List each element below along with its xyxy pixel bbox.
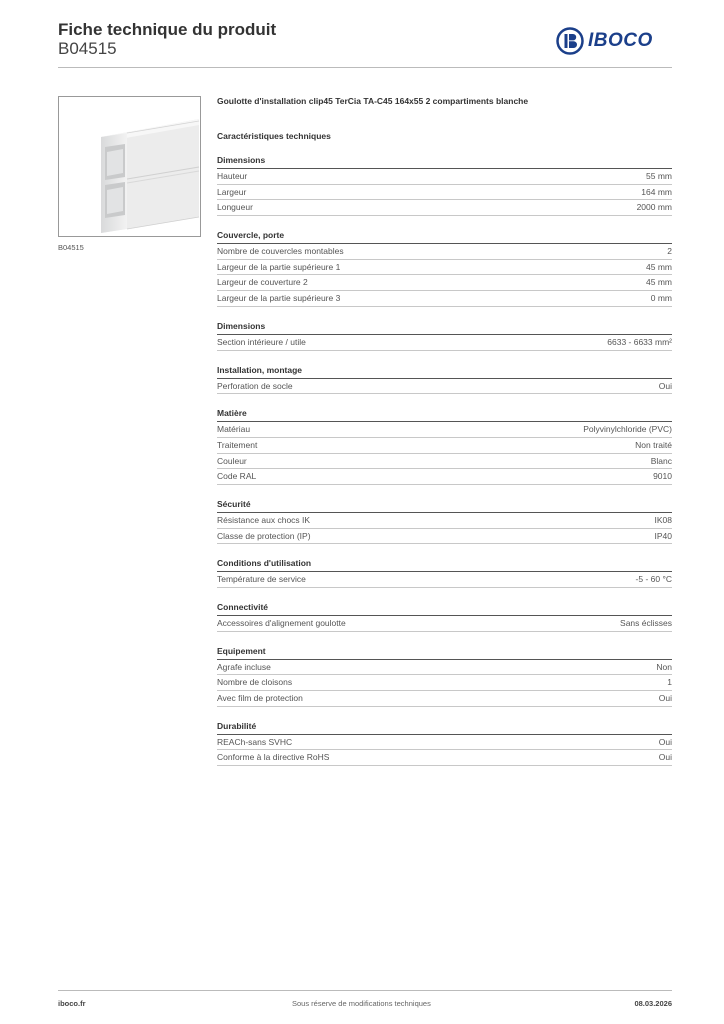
spec-section-title: Dimensions [217, 150, 672, 169]
cable-duct-product-photo [59, 97, 200, 236]
spec-row [217, 735, 672, 751]
iboco-logo-icon [556, 27, 584, 55]
spec-label: Nombre de cloisons [217, 677, 293, 688]
spec-label: Longueur [217, 202, 253, 213]
spec-row [217, 260, 672, 276]
spec-row [217, 675, 672, 691]
spec-row [217, 513, 672, 529]
spec-row [217, 291, 672, 307]
spec-label: REACh-sans SVHC [217, 736, 293, 747]
spec-section [217, 597, 672, 632]
spec-section [217, 716, 672, 766]
spec-section-title: Connectivité [217, 597, 672, 616]
spec-section [217, 403, 672, 485]
spec-section-title: Couvercle, porte [217, 225, 672, 244]
spec-value: 9010 [653, 471, 672, 482]
spec-value: Polyvinylchloride (PVC) [583, 424, 672, 435]
spec-label: Largeur de couverture 2 [217, 277, 308, 288]
page-title: Fiche technique du produit [58, 20, 277, 39]
footer-divider [58, 990, 672, 991]
footer-date: 08.03.2026 [634, 999, 672, 1008]
spec-section-title: Installation, montage [217, 360, 672, 379]
spec-section-title: Conditions d'utilisation [217, 553, 672, 572]
logo-text: IBOCO [588, 30, 653, 51]
spec-row [217, 244, 672, 260]
spec-row [217, 200, 672, 216]
spec-label: Matériau [217, 424, 251, 435]
spec-label: Résistance aux chocs IK [217, 514, 311, 525]
spec-label: Hauteur [217, 171, 248, 181]
spec-row [217, 469, 672, 485]
spec-label: Largeur de la partie supérieure 3 [217, 293, 341, 304]
spec-row [217, 454, 672, 470]
spec-value: 2000 mm [636, 202, 672, 213]
spec-label: Conforme à la directive RoHS [217, 752, 330, 763]
spec-section [217, 360, 672, 395]
spec-value: Sans éclisses [620, 618, 672, 628]
footer-website[interactable]: iboco.fr [58, 999, 86, 1008]
spec-value: Oui [658, 752, 672, 763]
spec-row [217, 422, 672, 438]
spec-row [217, 169, 672, 185]
product-title: Goulotte d'installation clip45 TerCia TA-C45 164x55 2 compartiments blanche [217, 96, 529, 106]
spec-value: 0 mm [650, 293, 672, 304]
spec-label: Température de service [217, 574, 306, 585]
spec-section-title: Dimensions [217, 316, 672, 335]
image-caption: B04515 [58, 243, 84, 252]
spec-value: IP40 [654, 530, 672, 541]
spec-label: Code RAL [217, 471, 257, 482]
spec-label: Couleur [217, 455, 247, 466]
spec-value: 6633 - 6633 mm² [607, 336, 672, 347]
spec-label: Agrafe incluse [217, 661, 271, 672]
spec-section-title: Equipement [217, 641, 672, 660]
spec-section [217, 641, 672, 707]
specs-table [217, 150, 672, 775]
spec-value: 1 [667, 677, 672, 688]
spec-label: Largeur de la partie supérieure 1 [217, 261, 341, 272]
spec-section [217, 150, 672, 216]
spec-value: 45 mm [646, 277, 672, 288]
spec-row [217, 691, 672, 707]
spec-row [217, 185, 672, 201]
spec-label: Nombre de couvercles montables [217, 246, 344, 257]
spec-section [217, 225, 672, 307]
spec-row [217, 572, 672, 588]
spec-label: Classe de protection (IP) [217, 530, 311, 541]
spec-row [217, 660, 672, 676]
footer-disclaimer: Sous réserve de modifications techniques [292, 999, 431, 1008]
spec-value: Blanc [650, 455, 672, 466]
product-code: B04515 [58, 39, 117, 58]
spec-row [217, 379, 672, 395]
spec-value: 164 mm [641, 186, 672, 197]
product-image [58, 96, 201, 237]
spec-value: Non [656, 661, 672, 672]
spec-label: Avec film de protection [217, 693, 303, 704]
spec-value: 55 mm [646, 171, 672, 181]
spec-section-title: Durabilité [217, 716, 672, 735]
spec-section-title: Sécurité [217, 494, 672, 513]
spec-label: Accessoires d'alignement goulotte [217, 618, 346, 628]
spec-value: -5 - 60 °C [635, 574, 672, 585]
spec-label: Perforation de socle [217, 380, 293, 391]
header-divider [58, 67, 672, 68]
spec-value: Oui [658, 736, 672, 747]
spec-label: Section intérieure / utile [217, 336, 306, 347]
spec-section [217, 316, 672, 351]
spec-label: Traitement [217, 439, 258, 450]
spec-row [217, 335, 672, 351]
spec-row [217, 529, 672, 545]
spec-section [217, 553, 672, 588]
spec-label: Largeur [217, 186, 247, 197]
spec-value: 2 [667, 246, 672, 257]
brand-logo[interactable] [556, 27, 653, 55]
spec-row [217, 616, 672, 632]
spec-row [217, 750, 672, 766]
spec-row [217, 275, 672, 291]
spec-section-title: Matière [217, 403, 672, 422]
specs-heading: Caractéristiques techniques [217, 131, 331, 141]
spec-row [217, 438, 672, 454]
spec-value: IK08 [654, 514, 672, 525]
spec-value: Non traité [635, 439, 672, 450]
spec-value: Oui [658, 693, 672, 704]
spec-section [217, 494, 672, 544]
spec-value: 45 mm [646, 261, 672, 272]
spec-value: Oui [658, 380, 672, 391]
